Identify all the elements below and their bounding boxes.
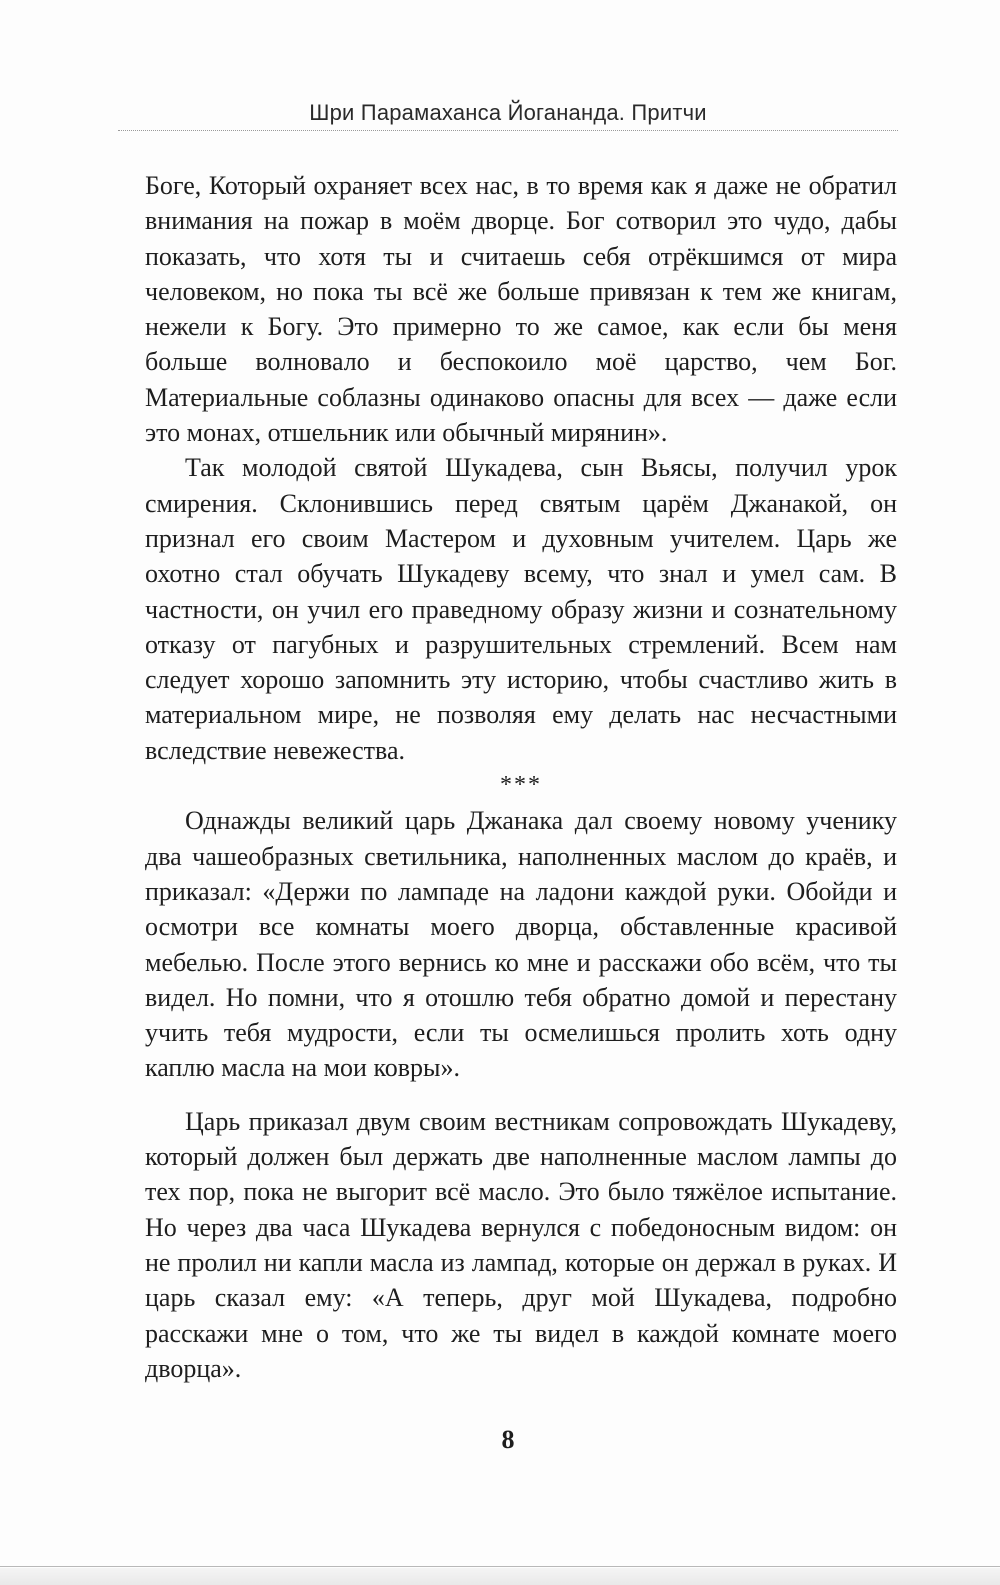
- body-text: [145, 168, 897, 1386]
- page-edge-line: [0, 1566, 1000, 1567]
- paragraph-1: Боге, Который охраняет всех нас, в то время как я даже не обратил внимания на пожар в моём дворце. Бог сотворил это чудо, дабы показать, что хотя ты и считаешь себя отрёкшимся от мира человеком, но пока ты всё же больше привязан к тем же книгам, нежели к Богу. Это примерно то же самое, как если бы меня больше волновало и беспокоило моё царство, чем Бог. Материальные соблазны одинаково опасны для всех — даже если это монах, отшельник или обычный мирянин».: [145, 171, 897, 448]
- header-rule: [118, 130, 898, 131]
- paragraph-4: Царь приказал двум своим вестникам сопровождать Шукадеву, который должен был держать две наполненные маслом лампы до тех пор, пока не выгорит всё масло. Это было тяжёлое испытание. Но через два часа Шукадева вернулся с победоносным видом: он не пролил ни капли масла из лампад, которые он держал в руках. И царь сказал ему: «А теперь, друг мой Шукадева, подробно расскажи мне о том, что же ты видел в каждой комнате моего дворца».: [145, 1106, 897, 1383]
- paragraph-3: Однажды великий царь Джанака дал своему новому ученику два чашеобразных светильника, наполненных маслом до краёв, и приказал: «Держи по лампаде на ладони каждой руки. Обойди и осмотри все комнаты моего дворца, обставленные красивой мебелью. После этого вернись ко мне и расскажи обо всём, что ты видел. Но помни, что я отошлю тебя обратно домой и перестану учить тебя мудрости, если ты осмелишься пролить хоть одну каплю масла на мои ковры».: [145, 806, 897, 1083]
- section-separator: ***: [500, 772, 542, 799]
- page-number: 8: [501, 1425, 515, 1454]
- page-edge: [0, 1568, 1000, 1585]
- paragraph-2: Так молодой святой Шукадева, сын Вьясы, получил урок смирения. Склонившись перед святым царём Джанакой, он признал его своим Мастером и духовным учителем. Царь же охотно стал обучать Шукадеву всему, что знал и умел сам. В частности, он учил его праведному образу жизни и сознательному отказу от пагубных и разрушительных стремлений. Всем нам следует хорошо запомнить эту историю, чтобы счастливо жить в материальном мире, не позволяя ему делать нас несчастными вследствие невежества.: [145, 453, 897, 765]
- running-head: Шри Парамаханса Йогананда. Притчи: [309, 100, 707, 125]
